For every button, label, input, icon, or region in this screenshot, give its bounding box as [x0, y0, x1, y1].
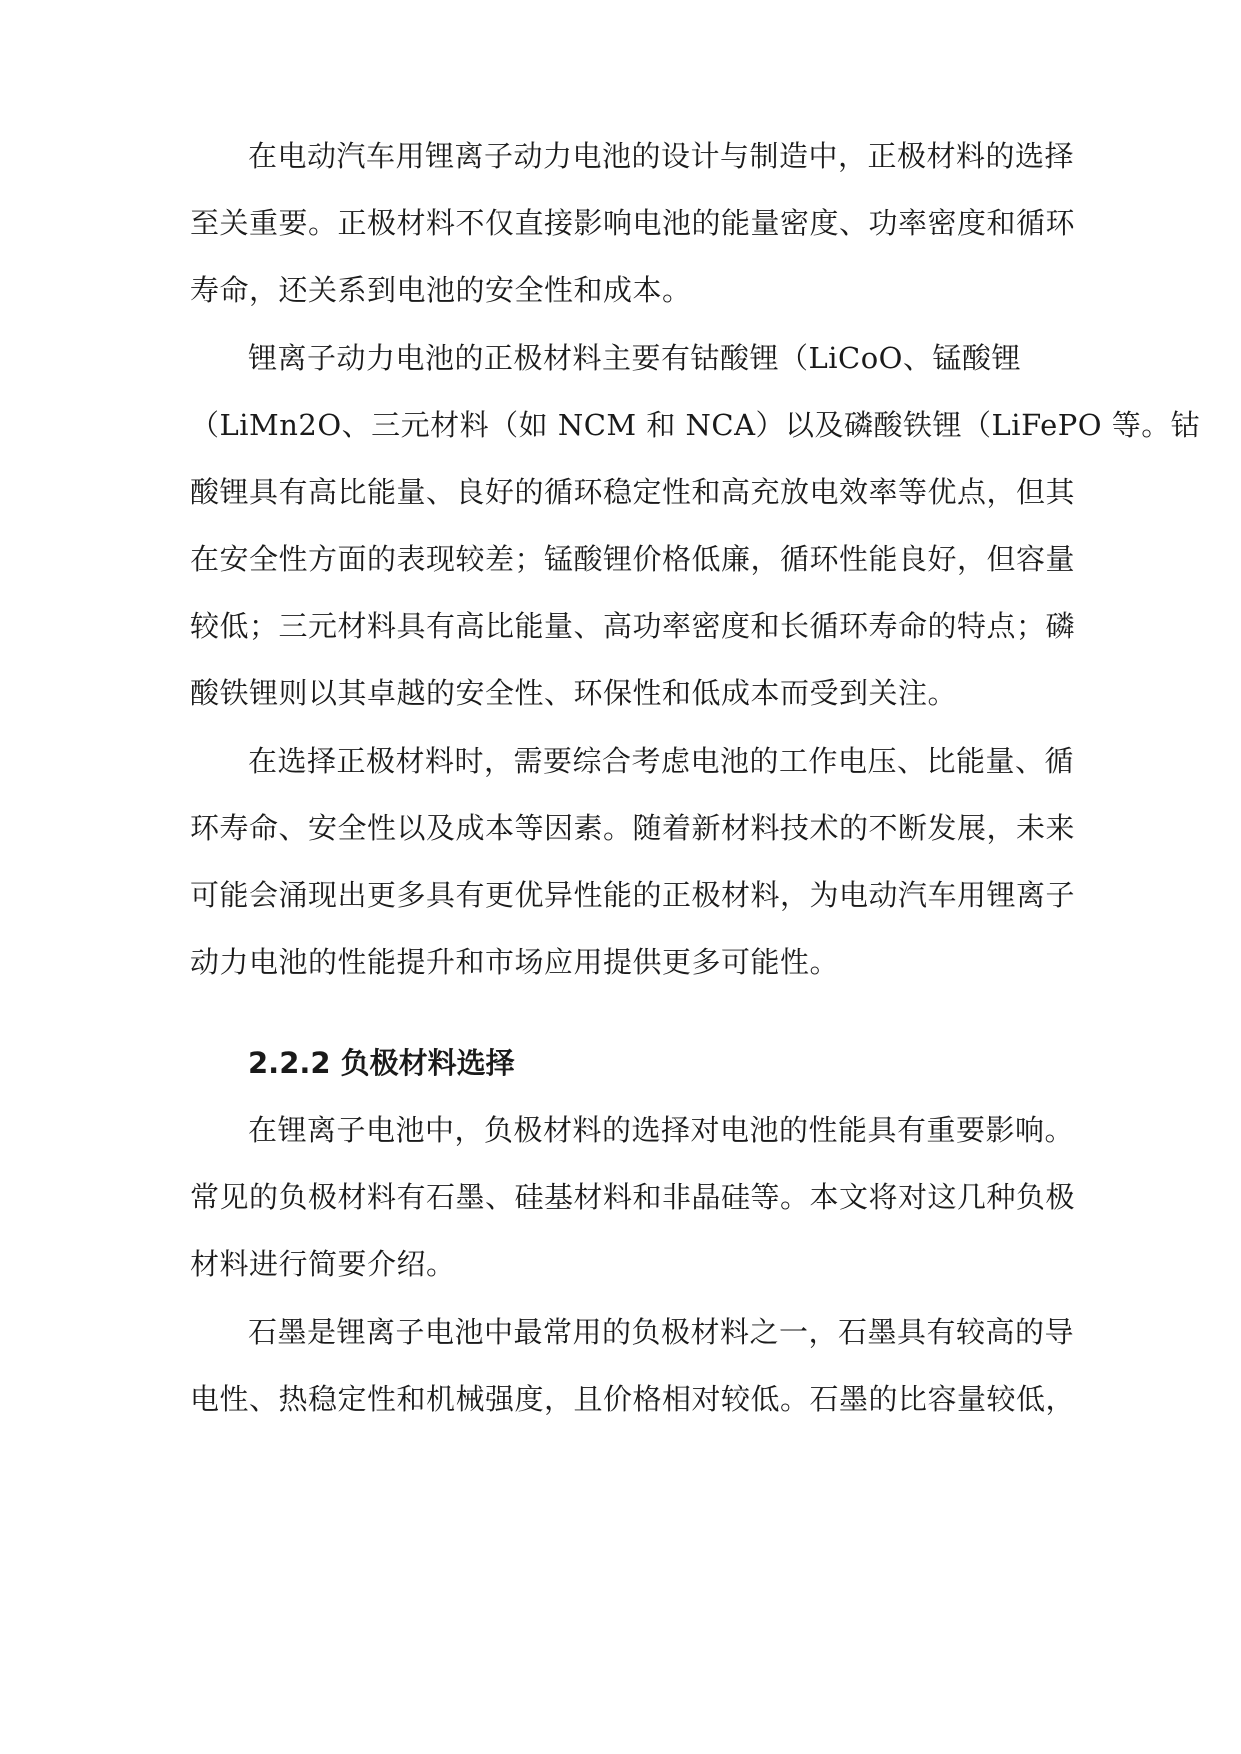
paragraph-2-line-5: 较低；三元材料具有高比能量、高功率密度和长循环寿命的特点；磷	[190, 609, 1076, 643]
paragraph-2-line-2: （LiMn2O、三元材料（如 NCM 和 NCA）以及磷酸铁锂（LiFePO 等。钴	[190, 408, 1201, 442]
paragraph-2-line-4: 在安全性方面的表现较差；锰酸锂价格低廉，循环性能良好，但容量	[190, 542, 1076, 576]
paragraph-2-line-6: 酸铁锂则以其卓越的安全性、环保性和低成本而受到关注。	[190, 676, 958, 710]
paragraph-3-line-4: 动力电池的性能提升和市场应用提供更多可能性。	[190, 945, 840, 979]
section-heading: 2.2.2 负极材料选择	[248, 1046, 515, 1080]
paragraph-5-line-1: 石墨是锂离子电池中最常用的负极材料之一，石墨具有较高的导	[248, 1315, 1075, 1349]
paragraph-1-line-3: 寿命，还关系到电池的安全性和成本。	[190, 273, 692, 307]
paragraph-1-line-1: 在电动汽车用锂离子动力电池的设计与制造中，正极材料的选择	[248, 139, 1075, 173]
paragraph-4-line-2: 常见的负极材料有石墨、硅基材料和非晶硅等。本文将对这几种负极	[190, 1180, 1076, 1214]
paragraph-3-line-1: 在选择正极材料时，需要综合考虑电池的工作电压、比能量、循	[248, 744, 1075, 778]
paragraph-1-line-2: 至关重要。正极材料不仅直接影响电池的能量密度、功率密度和循环	[190, 206, 1076, 240]
paragraph-3-line-2: 环寿命、安全性以及成本等因素。随着新材料技术的不断发展，未来	[190, 811, 1076, 845]
paragraph-5-line-2: 电性、热稳定性和机械强度，且价格相对较低。石墨的比容量较低，	[190, 1382, 1076, 1416]
paragraph-4-line-1: 在锂离子电池中，负极材料的选择对电池的性能具有重要影响。	[248, 1113, 1075, 1147]
paragraph-4-line-3: 材料进行简要介绍。	[190, 1247, 456, 1281]
paragraph-3-line-3: 可能会涌现出更多具有更优异性能的正极材料，为电动汽车用锂离子	[190, 878, 1076, 912]
paragraph-2-line-3: 酸锂具有高比能量、良好的循环稳定性和高充放电效率等优点，但其	[190, 475, 1076, 509]
paragraph-2-line-1: 锂离子动力电池的正极材料主要有钴酸锂（LiCoO、锰酸锂	[248, 341, 1021, 375]
